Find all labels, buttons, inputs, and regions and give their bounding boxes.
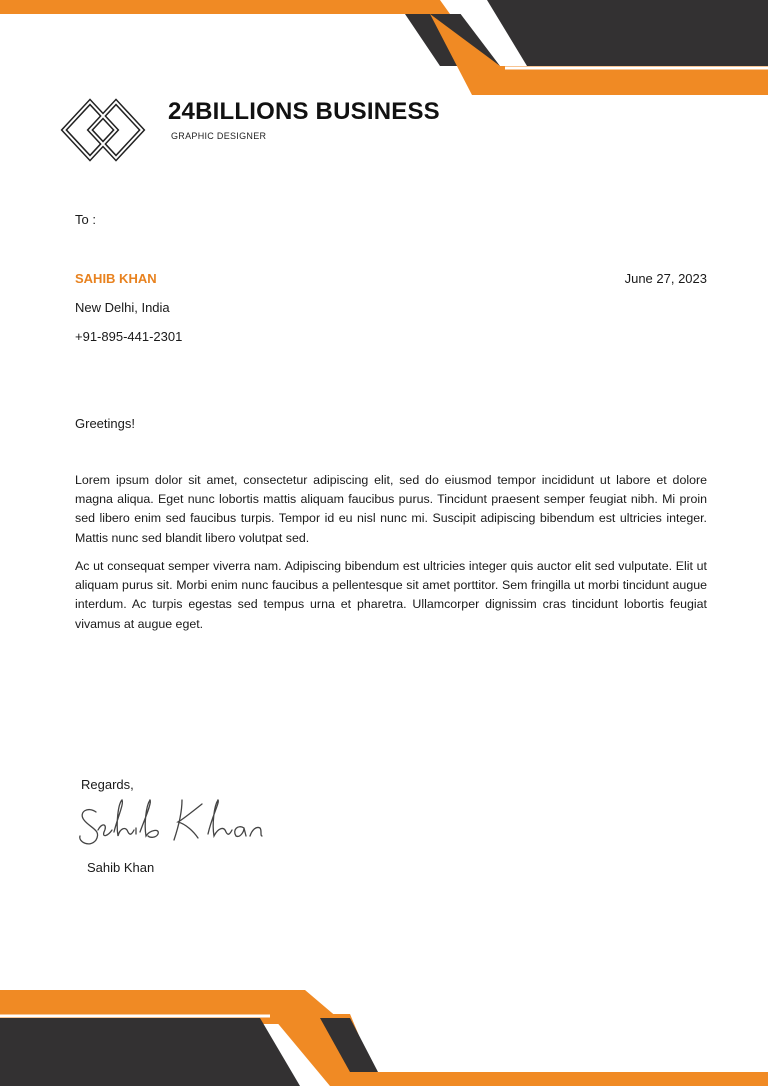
recipient-address: New Delhi, India <box>75 300 170 315</box>
body-paragraph-1: Lorem ipsum dolor sit amet, consectetur adipiscing elit, sed do eiusmod tempor incididunt ut labore et dolore magna aliqua. Eget nunc lobortis mattis aliquam faucibus purus. Tincidunt praesent semper feugiat nibh. Mi proin sed libero enim sed faucibus turpis. Tempor id eu nisl nunc mi. Suscipit adipiscing bibendum est ultricies integer. Mattis nunc sed blandit libero volutpat sed. <box>75 473 707 545</box>
brand-tagline: GRAPHIC DESIGNER <box>171 131 267 141</box>
header-decoration <box>0 0 768 100</box>
greeting: Greetings! <box>75 416 135 431</box>
handwritten-signature <box>74 790 274 850</box>
letter-date: June 27, 2023 <box>624 271 707 286</box>
recipient-name: SAHIB KHAN <box>75 271 157 286</box>
to-label: To : <box>75 212 96 227</box>
recipient-phone: +91-895-441-2301 <box>75 329 183 344</box>
closing: Regards, <box>81 777 134 792</box>
footer-decoration <box>0 986 768 1086</box>
signer-name: Sahib Khan <box>87 860 155 875</box>
interlocking-diamond-logo-icon <box>60 98 146 167</box>
body-paragraph-2: Ac ut consequat semper viverra nam. Adipiscing bibendum est ultricies integer quis auctor elit sed vulputate. Elit ut aliquam purus sit. Morbi enim nunc faucibus a pellentesque sit amet porttitor. Sem fringilla ut morbi tincidunt augue interdum. Ac turpis egestas sed tempus urna et pharetra. Ullamcorper dignissim cras tincidunt lobortis feugiat vivamus at augue eget. <box>75 559 707 631</box>
brand-name: 24BILLIONS BUSINESS <box>168 98 440 125</box>
